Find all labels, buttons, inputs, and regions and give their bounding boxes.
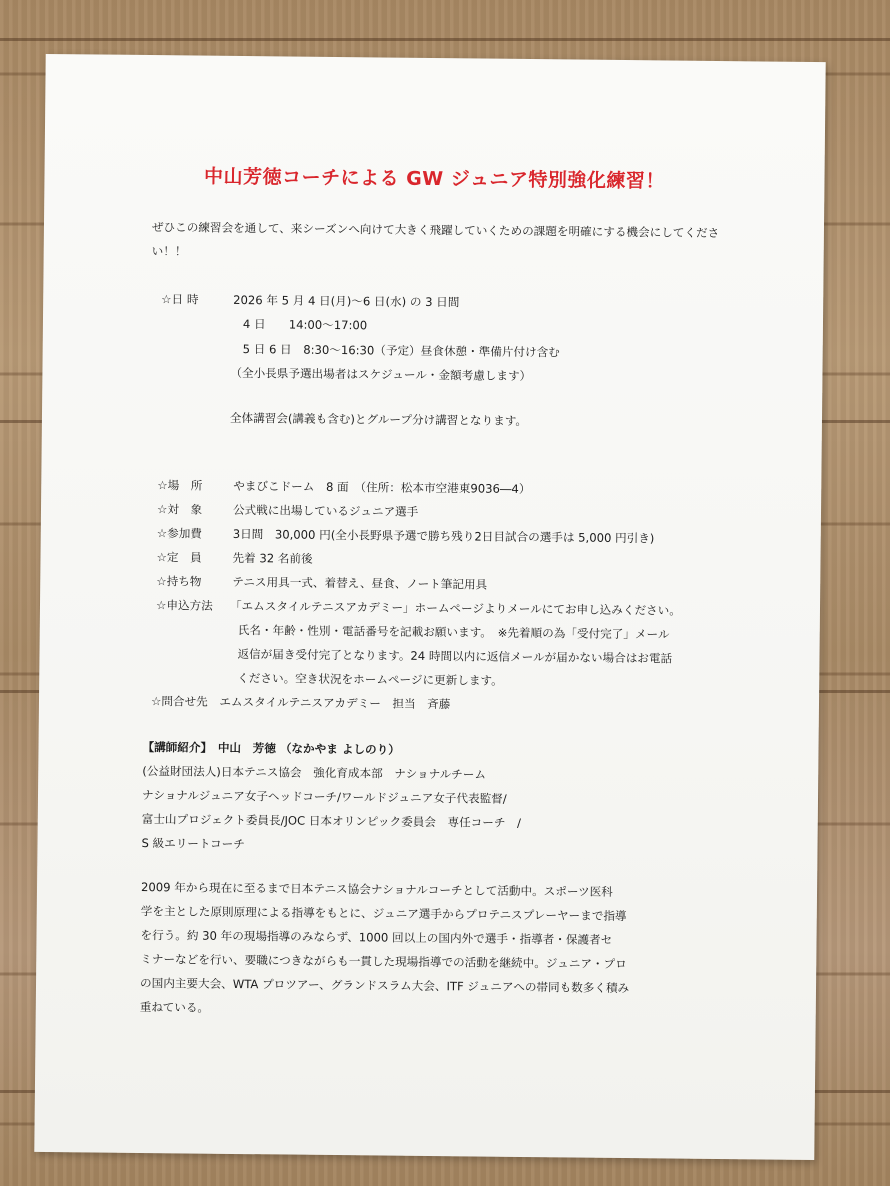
schedule-line-3: 5 日 6 日 8:30～16:30（予定）昼食休憩・準備片付け含む xyxy=(242,342,560,360)
instructor-heading: 【講師紹介】 中山 芳徳 （なかやま よしのり） xyxy=(142,739,400,757)
contact-line: ☆問合せ先 エムスタイルテニスアカデミー 担当 斉藤 xyxy=(150,694,451,712)
detail-label-fee: ☆参加費 xyxy=(156,526,203,541)
wood-seam xyxy=(0,38,890,41)
application-line-1: 「エムスタイルテニスアカデミー」ホームページよりメールにてお申し込みください。 xyxy=(229,598,681,618)
instructor-line-1: (公益財団法人)日本テニス協会 強化育成本部 ナショナルチーム xyxy=(142,763,487,782)
instructor-line-3: 富士山プロジェクト委員長/JOC 日本オリンピック委員会 専任コーチ / xyxy=(141,811,522,830)
schedule-label: ☆日 時 xyxy=(161,292,199,307)
intro-line-2: い！！ xyxy=(151,244,187,259)
schedule-line-5: 全体講習会(講義も含む)とグループ分け講習となります。 xyxy=(229,410,528,429)
bio-line-5: の国内主要大会、WTA プロツアー、グランドスラム大会、ITF ジュニアへの帯同も数多く積み xyxy=(139,975,630,996)
application-line-4: ください。空き状況をホームページに更新します。 xyxy=(237,670,503,688)
detail-text-venue: やまびこドーム 8 面 （住所：松本市空港東9036―4） xyxy=(233,478,531,497)
application-label: ☆申込方法 xyxy=(155,598,213,613)
bio-line-4: ミナーなどを行い、要職につきながらも一貫した現場指導での活動を継続中。ジュニア・プロ xyxy=(140,951,627,972)
application-line-2: 氏名・年齢・性別・電話番号を記載お願います。 ※先着順の為「受付完了」メール xyxy=(237,622,670,642)
detail-text-fee: 3日間 30,000 円(全小長野県予選で勝ち残り2日目試合の選手は 5,000 円引き) xyxy=(232,526,655,546)
instructor-line-2: ナショナルジュニア女子ヘッドコーチ/ワールドジュニア女子代表監督/ xyxy=(141,787,507,806)
schedule-line-4: （全小長県予選出場者はスケジュール・金額考慮します） xyxy=(230,365,532,384)
schedule-line-1: 2026 年 5 月 4 日(月)～6 日(水) の 3 日間 xyxy=(233,292,460,310)
schedule-line-2: 4 日 14:00～17:00 xyxy=(242,317,368,333)
detail-text-capacity: 先着 32 名前後 xyxy=(232,550,313,566)
application-line-3: 返信が届き受付完了となります。24 時間以内に返信メールが届かない場合はお電話 xyxy=(237,646,673,666)
flyer-title: 中山芳徳コーチによる GW ジュニア特別強化練習！ xyxy=(203,165,666,193)
detail-text-target: 公式戦に出場しているジュニア選手 xyxy=(232,502,419,519)
detail-label-target: ☆対 象 xyxy=(156,502,203,517)
bio-line-3: を行う。約 30 年の現場指導のみならず、1000 回以上の国内外で選手・指導者・保護者セ xyxy=(140,927,613,947)
flyer-paper xyxy=(34,54,825,1160)
detail-label-venue: ☆場 所 xyxy=(157,478,203,493)
intro-line-1: ぜひこの練習会を通して、来シーズンへ向けて大きく飛躍していくための課題を明確にする機会にしてくださ xyxy=(151,220,720,241)
bio-line-6: 重ねている。 xyxy=(139,999,210,1015)
detail-text-belongings: テニス用具一式、着替え、昼食、ノート筆記用具 xyxy=(232,574,488,592)
instructor-line-4: S 級エリートコーチ xyxy=(141,835,245,852)
bio-line-1: 2009 年から現在に至るまで日本テニス協会ナショナルコーチとして活動中。スポーツ医科 xyxy=(140,879,613,899)
bio-line-2: 学を主とした原則原理による指導をもとに、ジュニア選手からプロテニスプレーヤーまで指導 xyxy=(140,903,627,924)
detail-label-belongings: ☆持ち物 xyxy=(156,574,202,589)
detail-label-capacity: ☆定 員 xyxy=(156,550,202,565)
